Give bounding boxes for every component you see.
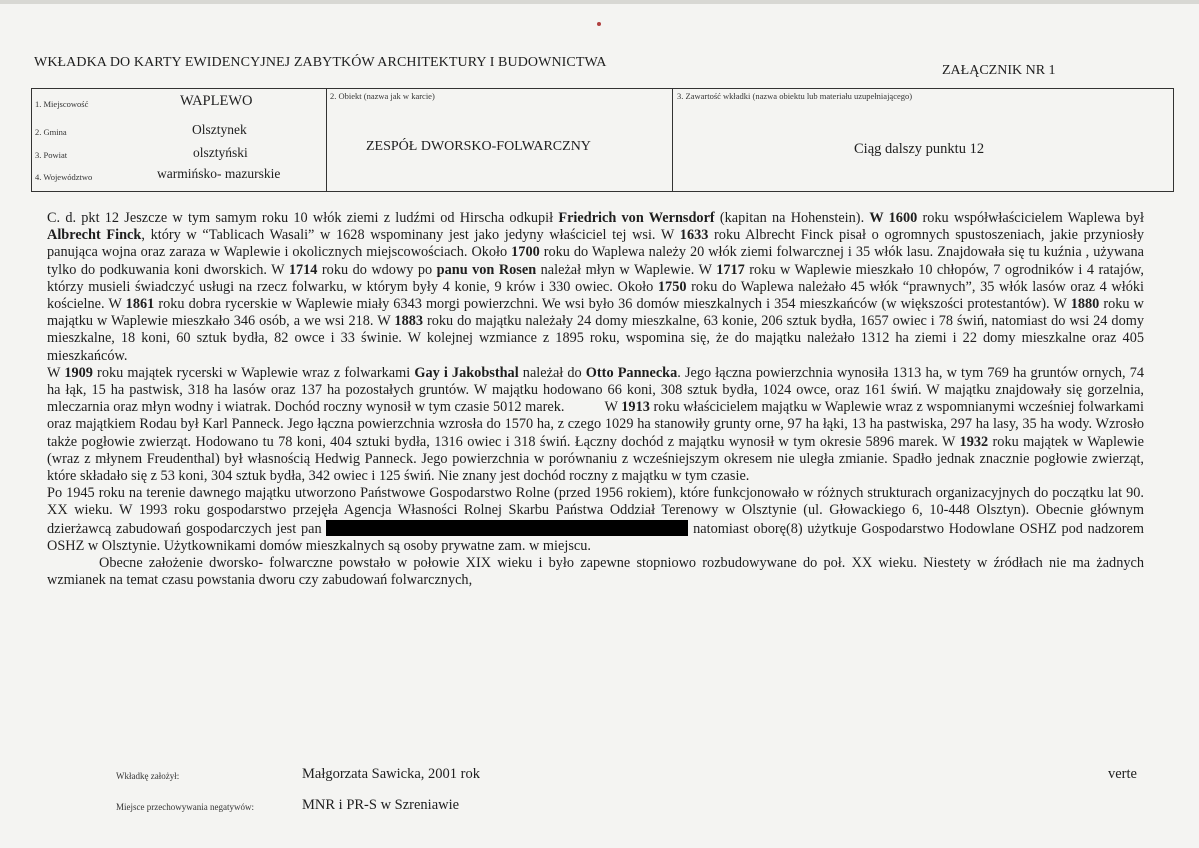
verte-note: verte bbox=[1108, 766, 1137, 782]
powiat-value: olsztyński bbox=[193, 145, 248, 160]
annex-number: ZAŁĄCZNIK NR 1 bbox=[942, 63, 1056, 78]
gmina-value: Olsztynek bbox=[192, 122, 247, 137]
obiekt-value: ZESPÓŁ DWORSKO-FOLWARCZNY bbox=[366, 139, 591, 154]
paragraph-current-state: Obecne założenie dworsko- folwarczne powstało w połowie XIX wieku i było zapewne stopniowo rozbudowywane do poł. XX wieku. Niestety w źródłach nie ma żadnych wzmianek na temat czasu powstania dworu czy zabudowań folwarcznych, bbox=[47, 555, 1144, 589]
column-divider bbox=[326, 89, 327, 191]
miejsce-label: Miejsce przechowywania negatywów: bbox=[116, 802, 254, 812]
form-header-box bbox=[31, 88, 1174, 192]
miejscowosc-label: 1. Miejscowość bbox=[35, 99, 89, 109]
document-title: WKŁADKA DO KARTY EWIDENCYJNEJ ZABYTKÓW ARCHITEKTURY I BUDOWNICTWA bbox=[34, 55, 607, 70]
zawartosc-value: Ciąg dalszy punktu 12 bbox=[854, 141, 985, 157]
red-mark bbox=[597, 22, 601, 26]
scan-edge bbox=[0, 0, 1199, 4]
gmina-label: 2. Gmina bbox=[35, 127, 67, 137]
historical-description bbox=[47, 210, 1144, 589]
zalozyl-value: Małgorzata Sawicka, 2001 rok bbox=[302, 766, 480, 782]
paragraph-estate-1909: W 1909 roku majątek rycerski w Waplewie wraz z folwarkami Gay i Jakobsthal należał do Otto Pannecka. Jego łączna powierzchnia wynosiła 1313 ha, w tym 769 ha gruntów ornych, 74 ha łąk, 15 ha pastwisk, 318 ha lasów oraz 137 ha pozostałych gruntów. W majątku hodowano 66 koni, 308 sztuk bydła, 1024 owce, oraz 161 świń. W majątku znajdowały się gorzelnia, mleczarnia oraz młyn wodny i wiatrak. Dochód roczny wynosił w tym czasie 5012 marek. W 1913 roku właścicielem majątku w Waplewie wraz z wspomnianymi wcześniej folwarkami oraz majątkiem Rodau był Karl Panneck. Jego łączna powierzchnia wzrosła do 1570 ha, z czego 1029 ha stanowiły grunty orne, 97 ha łąki, 13 ha pastwiska, 297 ha lasy, 35 ha wody. Wzrosło także pogłowie zwierząt. Hodowano tu 78 koni, 404 sztuki bydła, 1316 owiec i 318 świń. Łączny dochód z majątku wynosił w tym okresie 5896 marek. W 1932 roku majątek w Waplewie (wraz z młynem Freudenthal) był własnością Hedwig Panneck. Jego powierzchnia w porównaniu z wcześniejszym okresem nie uległa zmianie. Spadło jednak znacznie pogłowie zwierząt, które składało się z 53 koni, 304 sztuk bydła, 342 owiec i 125 świń. Nie znany jest dochód roczny z majątku w tym czasie. bbox=[47, 364, 1145, 485]
paragraph-history: C. d. pkt 12 Jeszcze w tym samym roku 10 włók ziemi z ludźmi od Hirscha odkupił Friedrich von Wernsdorf (kapitan na Hohenstein). W 1600 roku współwłaścicielem Waplewa był Albrecht Finck, który w “Tablicach Wasali” w 1628 wspominany jest jako jedyny właściciel tej wsi. W 1633 roku Albrecht Finck pisał o ogromnych spustoszeniach, jakie przyniosły panująca wojna oraz zaraza w Waplewie i okolicznych miejscowościach. Około 1700 roku do Waplewa należy 20 włók ziemi folwarcznej i 35 włók lasu. Znajdowała się tu kuźnia , używana tylko do podkuwania koni dworskich. W 1714 roku do wdowy po panu von Rosen należał młyn w Waplewie. W 1717 roku w Waplewie mieszkało 10 chłopów, 7 ogrodników i 4 ratajów, którzy musieli świadczyć usługi na rzecz folwarku, w którym były 4 konie, 9 krów i 330 owiec. Około 1750 roku do Waplewa należało 45 włók “prawnych”, 35 włók lasów oraz 4 włóki kościelne. W 1861 roku dobra rycerskie w Waplewie miały 6343 morgi powierzchni. We wsi było 36 domów mieszkalnych i 354 mieszkańców (w większości protestantów). W 1880 roku w majątku w Waplewie mieszkało 346 osób, a we wsi 218. W 1883 roku do majątku należały 24 domy mieszkalne, 63 konie, 206 sztuk bydła, 1657 owiec i 78 świń, natomiast do wsi 24 domy mieszkalne, 18 koni, 60 sztuk bydła, 82 owce i 33 świnie. W kolejnej wzmiance z 1895 roku, wspomina się, że do majątku należało 1312 ha ziemi i 22 domy mieszkalne oraz 405 mieszkańców. bbox=[47, 210, 1145, 364]
wojewodztwo-value: warmińsko- mazurskie bbox=[157, 166, 281, 181]
miejscowosc-value: WAPLEWO bbox=[180, 93, 253, 109]
column-divider bbox=[672, 89, 673, 191]
redaction-bar bbox=[326, 520, 688, 536]
obiekt-label: 2. Obiekt (nazwa jak w karcie) bbox=[330, 91, 435, 101]
powiat-label: 3. Powiat bbox=[35, 150, 68, 160]
miejsce-value: MNR i PR-S w Szreniawie bbox=[302, 797, 460, 813]
wojewodztwo-label: 4. Województwo bbox=[35, 172, 93, 182]
paragraph-postwar: Po 1945 roku na terenie dawnego majątku utworzono Państwowe Gospodarstwo Rolne (przed 1956 rokiem), które funkcjonowało w różnych strukturach organizacyjnych do początku lat 90. XX wieku. W 1993 roku gospodarstwo przejęła Agencja Własności Rolnej Skarbu Państwa Oddział Terenowy w Olsztynie (ul. Głowackiego 6, 10-448 Olsztyn). Obecnie głównym dzierżawcą zabudowań gospodarczych jest pan natomiast oborę(8) użytkuje Gospodarstwo Hodowlane OSHZ pod nadzorem OSHZ w Olsztynie. Użytkownikami domów mieszkalnych są osoby prywatne zam. w miejscu. bbox=[47, 485, 1144, 554]
zalozyl-label: Wkładkę założył: bbox=[116, 771, 180, 781]
zawartosc-label: 3. Zawartość wkładki (nazwa obiektu lub materiału uzupełniającego) bbox=[677, 91, 913, 101]
